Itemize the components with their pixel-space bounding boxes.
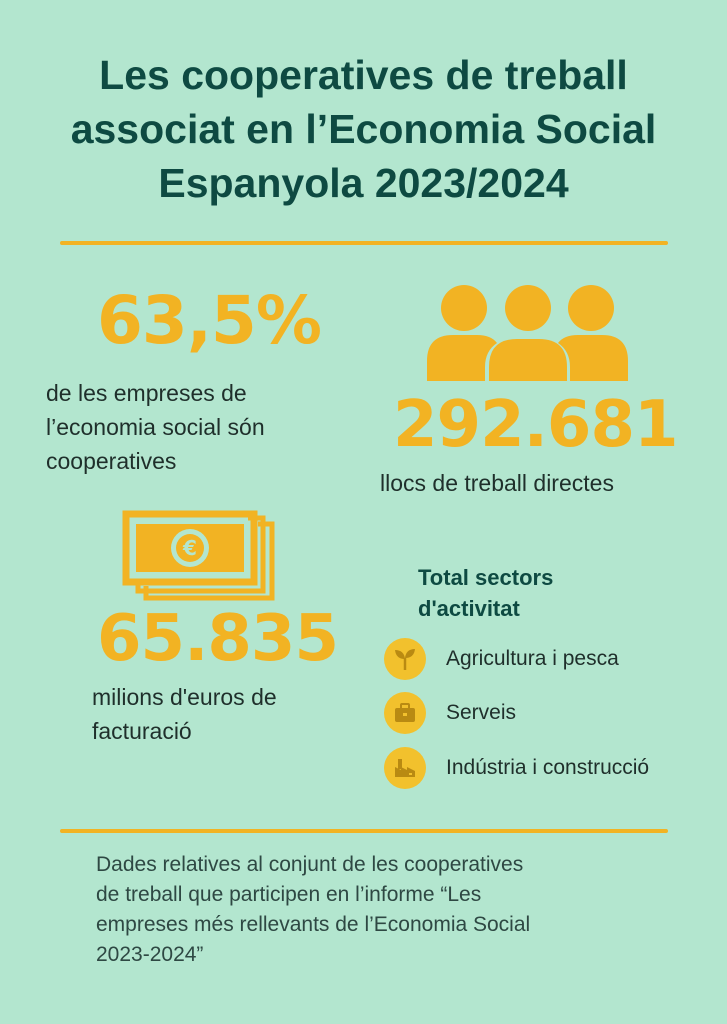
title-line-1: Les cooperatives de treball [99,52,628,98]
sector-item-industry [384,746,649,790]
revenue-number: 65.835 [97,602,338,676]
briefcase-icon [384,692,426,734]
svg-text:€: € [183,536,197,560]
page-title [0,48,727,210]
people-group-icon [425,283,630,381]
sectors-heading-line-2: d'activitat [418,596,520,621]
sector-item-agriculture [384,637,619,681]
revenue-caption [92,680,277,748]
footnote-line-2: de treball que participen en l’informe “Les [96,883,482,906]
title-line-3: Espanyola 2023/2024 [158,160,569,206]
cooperatives-percentage: 63,5% [97,282,321,359]
footnote-line-1: Dades relatives al conjunt de les cooperatives [96,853,524,876]
top-divider [60,241,668,245]
euro-banknotes-icon [122,510,280,602]
plant-icon [384,638,426,680]
sectors-heading [418,562,553,624]
bottom-divider [60,829,668,833]
sector-label-agriculture: Agricultura i pesca [446,647,619,670]
footnote-line-3: empreses més rellevants de l’Economia Social [96,913,531,936]
sector-label-services: Serveis [446,701,517,724]
footnote-line-4: 2023-2024” [96,943,204,966]
footnote [96,850,656,970]
factory-icon [384,747,426,789]
jobs-caption: llocs de treball directes [380,470,614,496]
title-line-2: associat en l’Economia Social [70,106,657,152]
sector-label-industry: Indústria i construcció [446,756,650,779]
sector-item-services [384,691,516,735]
revenue-caption-line-1: milions d'euros de [92,684,277,710]
cooperatives-caption-line-3: cooperatives [46,448,177,474]
revenue-caption-line-2: facturació [92,718,192,744]
sectors-heading-line-1: Total sectors [418,565,554,590]
cooperatives-caption-line-1: de les empreses de [46,380,247,406]
jobs-number: 292.681 [393,388,678,462]
cooperatives-caption-line-2: l’economia social són [46,414,265,440]
cooperatives-caption [46,376,265,478]
